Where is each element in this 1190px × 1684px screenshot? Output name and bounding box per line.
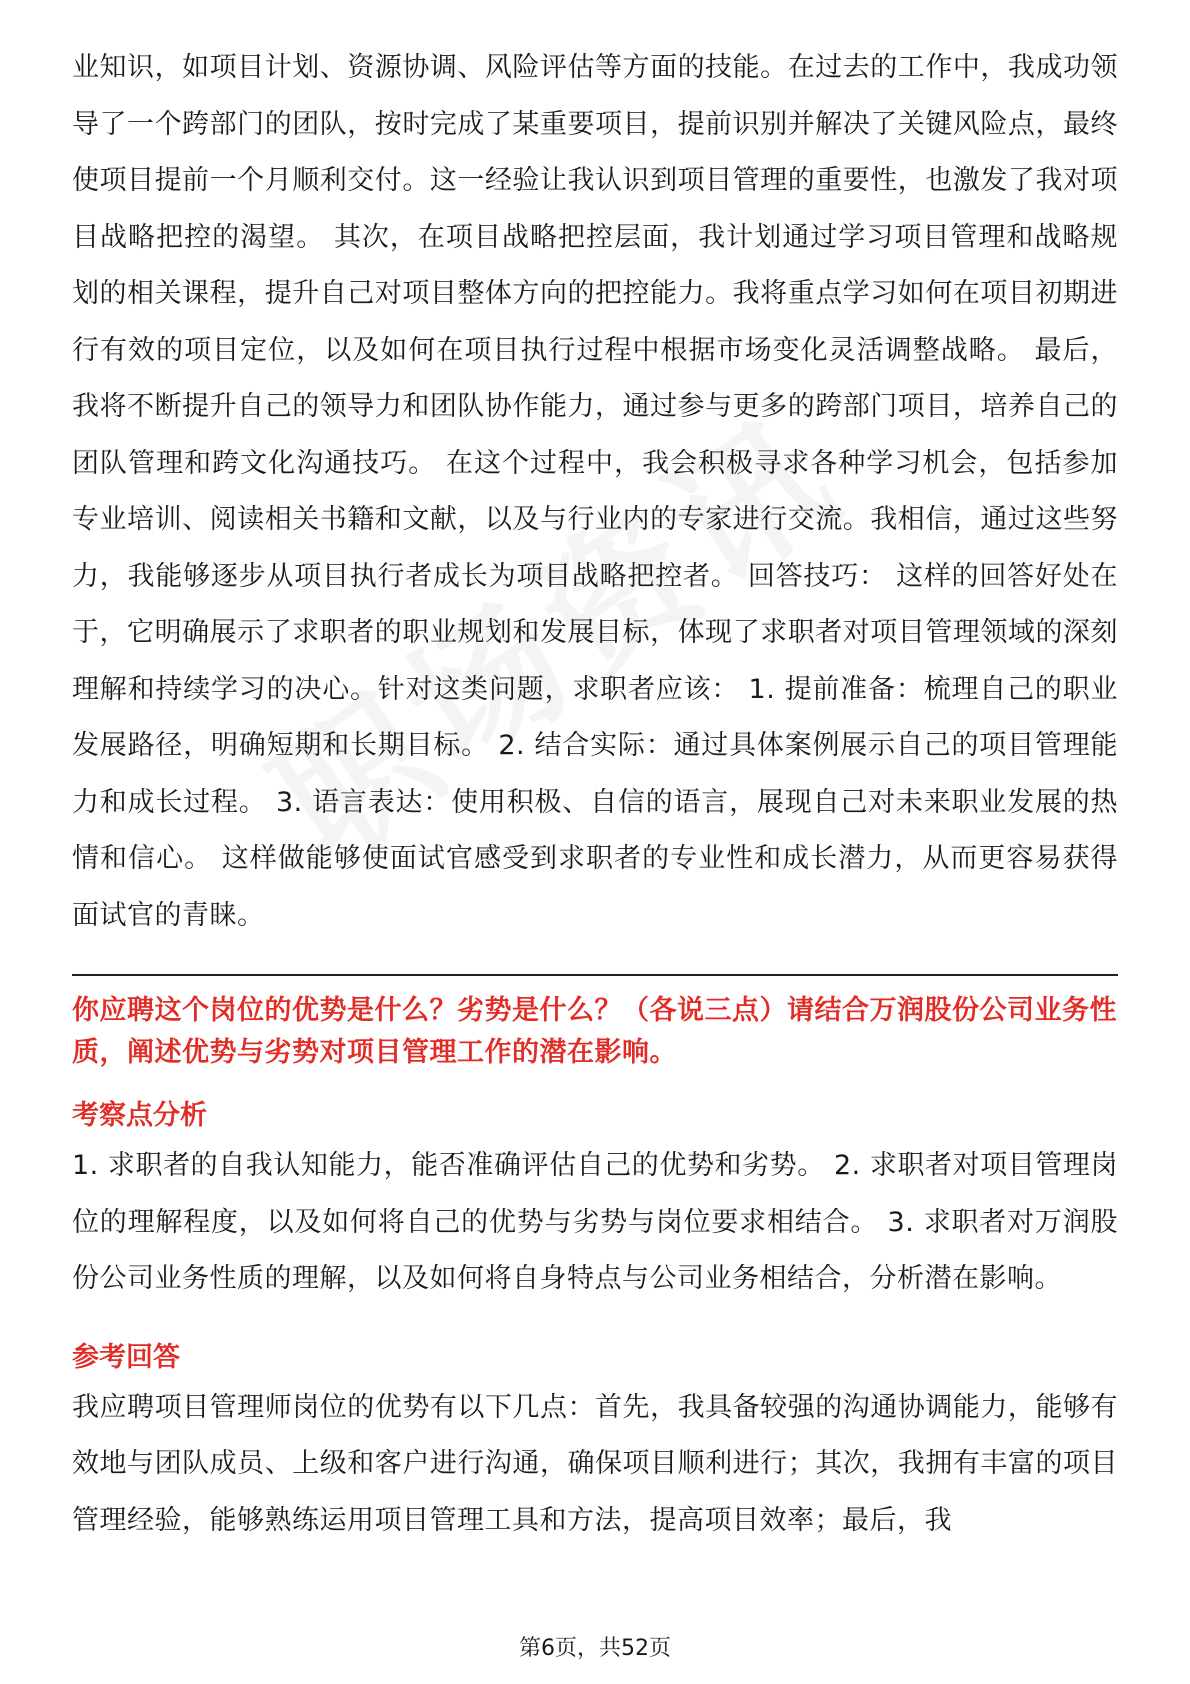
- reference-answer-title: 参考回答: [72, 1341, 180, 1373]
- intro-paragraph: 业知识，如项目计划、资源协调、风险评估等方面的技能。在过去的工作中，我成功领导了一个跨部门的团队，按时完成了某重要项目，提前识别并解决了关键风险点，最终使项目提前一个月顺利交付。这一经验让我认识到项目管理的重要性，也激发了我对项目战略把控的渴望。 其次，在项目战略把控层面，我计划通过学习项目管理和战略规划的相关课程，提升自己对项目整体方向的把控能力。我将重点学习如何在项目初期进行有效的项目定位，以及如何在项目执行过程中根据市场变化灵活调整战略。 最后，我将不断提升自己的领导力和团队协作能力，通过参与更多的跨部门项目，培养自己的团队管理和跨文化沟通技巧。 在这个过程中，我会积极寻求各种学习机会，包括参加专业培训、阅读相关书籍和文献，以及与行业内的专家进行交流。我相信，通过这些努力，我能够逐步从项目执行者成长为项目战略把控者。 回答技巧： 这样的回答好处在于，它明确展示了求职者的职业规划和发展目标，体现了求职者对项目管理领域的深刻理解和持续学习的决心。针对这类问题，求职者应该： 1. 提前准备：梳理自己的职业发展路径，明确短期和长期目标。 2. 结合实际：通过具体案例展示自己的项目管理能力和成长过程。 3. 语言表达：使用积极、自信的语言，展现自己对未来职业发展的热情和信心。 这样做能够使面试官感受到求职者的专业性和成长潜力，从而更容易获得面试官的青睐。: [72, 52, 1118, 931]
- section-divider: [72, 974, 1118, 976]
- page-number-footer: 第6页，共52页: [519, 1636, 671, 1661]
- reference-answer-text: 我应聘项目管理师岗位的优势有以下几点：首先，我具备较强的沟通协调能力，能够有效地与团队成员、上级和客户进行沟通，确保项目顺利进行；其次，我拥有丰富的项目管理经验，能够熟练运用项目管理工具和方法，提高项目效率；最后，我: [72, 1391, 1118, 1536]
- question-heading: 你应聘这个岗位的优势是什么？劣势是什么？（各说三点）请结合万润股份公司业务性质，阐述优势与劣势对项目管理工作的潜在影响。: [72, 995, 1117, 1068]
- document-page: [72, 40, 1118, 1549]
- analysis-title: 考察点分析: [72, 1100, 207, 1131]
- analysis-text: 1. 求职者的自我认知能力，能否准确评估自己的优势和劣势。 2. 求职者对项目管理岗位的理解程度，以及如何将自己的优势与劣势与岗位要求相结合。 3. 求职者对万润股份公司业务性质的理解，以及如何将自身特点与公司业务相结合，分析潜在影响。: [72, 1150, 1118, 1294]
